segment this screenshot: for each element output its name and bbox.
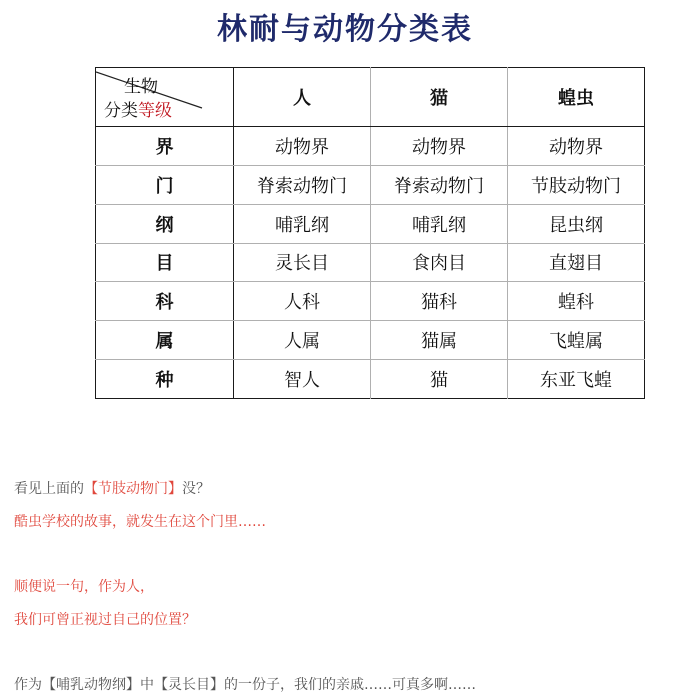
table-cell: 脊索动物门 [234, 165, 371, 204]
page-title: 林耐与动物分类表 [217, 12, 473, 47]
rank-label: 纲 [96, 204, 234, 243]
table-cell: 节肢动物门 [508, 165, 645, 204]
rank-label: 界 [96, 127, 234, 166]
table-row-phylum [96, 165, 645, 204]
table-cell: 动物界 [508, 127, 645, 166]
table-cell: 脊索动物门 [371, 165, 508, 204]
table-cell: 飞蝗属 [508, 321, 645, 360]
table-cell: 蝗科 [508, 282, 645, 321]
paragraph-1-highlight: 【节肢动物门】 [84, 481, 182, 497]
table-row-species [96, 360, 645, 399]
table-header-row [96, 68, 645, 127]
table-cell: 哺乳纲 [371, 204, 508, 243]
corner-label-bottom-left: 分类 [104, 101, 138, 121]
corner-label-bottom-right: 等级 [138, 101, 172, 121]
paragraph-1-text: 看见上面的 [14, 481, 84, 497]
table-row-genus [96, 321, 645, 360]
table-cell: 直翅目 [508, 243, 645, 282]
table-cell: 灵长目 [234, 243, 371, 282]
table-cell: 动物界 [234, 127, 371, 166]
column-header-human: 人 [234, 68, 371, 127]
rank-label: 门 [96, 165, 234, 204]
rank-label: 属 [96, 321, 234, 360]
table-row-order [96, 243, 645, 282]
table-cell: 猫属 [371, 321, 508, 360]
table-cell: 昆虫纲 [508, 204, 645, 243]
rank-label: 种 [96, 360, 234, 399]
table-row-class [96, 204, 645, 243]
paragraph-2: 酷虫学校的故事，就发生在这个门里…… [14, 514, 266, 530]
table-cell: 智人 [234, 360, 371, 399]
paragraph-4: 我们可曾正视过自己的位置？ [14, 612, 196, 628]
paragraph-1 [14, 478, 210, 498]
table-cell: 人科 [234, 282, 371, 321]
table-row-kingdom [96, 127, 645, 166]
table-cell: 猫 [371, 360, 508, 399]
table-cell: 动物界 [371, 127, 508, 166]
table-cell: 东亚飞蝗 [540, 370, 612, 392]
column-header-locust: 蝗虫 [508, 68, 645, 127]
corner-cell [96, 68, 234, 127]
classification-table [95, 67, 645, 399]
table-row-family [96, 282, 645, 321]
rank-label: 科 [96, 282, 234, 321]
paragraph-3: 顺便说一句，作为人， [14, 579, 154, 595]
table-cell: 哺乳纲 [234, 204, 371, 243]
table-cell: 人属 [234, 321, 371, 360]
table-cell: 猫科 [371, 282, 508, 321]
paragraph-5: 作为【哺乳动物纲】中【灵长目】的一份子，我们的亲戚……可真多啊…… [14, 677, 476, 693]
table-cell: 食肉目 [371, 243, 508, 282]
corner-label-top: 生物 [124, 77, 158, 97]
rank-label: 目 [96, 243, 234, 282]
paragraph-1-end: 没？ [182, 481, 210, 497]
column-header-cat: 猫 [371, 68, 508, 127]
